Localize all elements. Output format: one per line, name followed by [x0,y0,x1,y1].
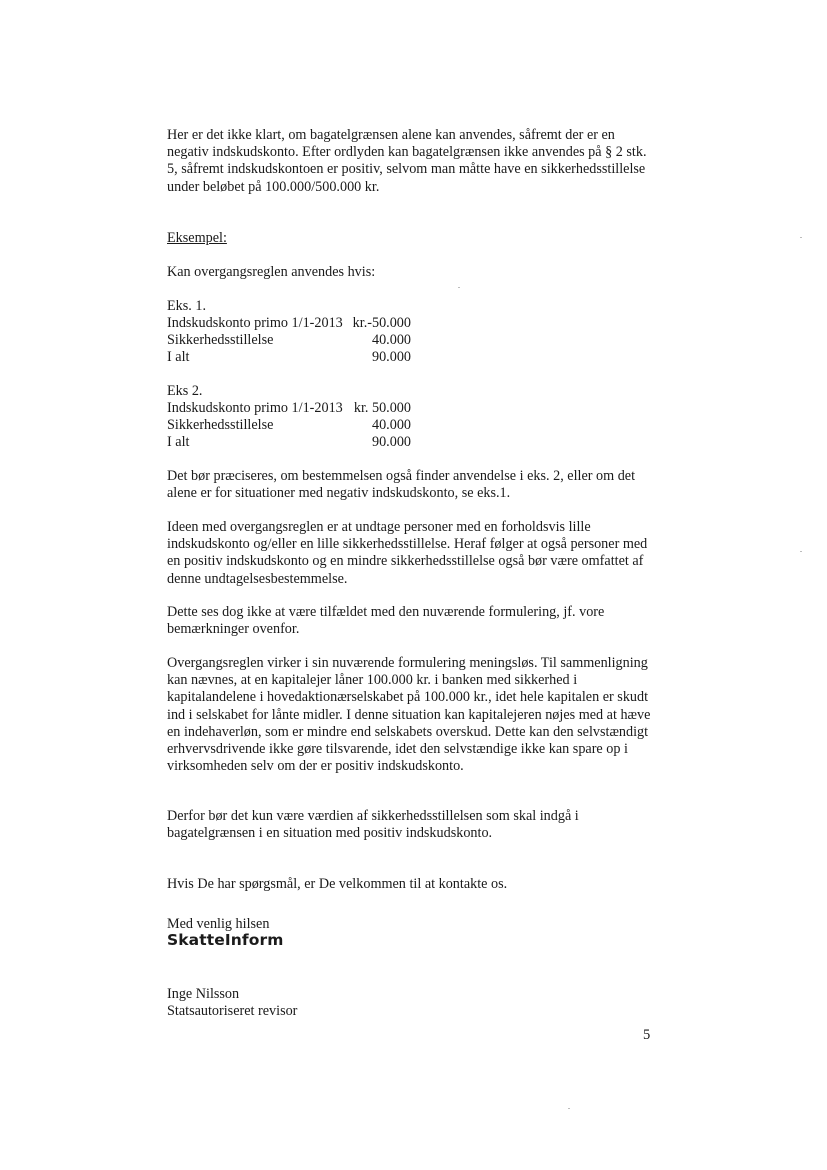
row-label: I alt [167,434,190,450]
example-1-title: Eks. 1. [167,298,207,314]
scan-speck [568,1108,570,1109]
example-1-row-indskud [167,315,427,332]
row-value: 90.000 [371,434,411,450]
example-2-row-total [167,434,427,451]
example-heading: Eksempel: [167,230,227,246]
row-value: kr.-50.000 [352,315,411,331]
example-2-title: Eks 2. [167,383,203,399]
paragraph-question: Kan overgangsreglen anvendes hvis: [167,264,376,280]
row-label: I alt [167,349,190,365]
company-name: SkatteInform [167,931,284,949]
paragraph-not-case: Dette ses dog ikke at være tilfældet med den nuværende formulering, jf. vore bemærkninger ovenfor. [167,604,605,638]
scan-speck [458,287,460,288]
scan-speck [800,551,802,552]
paragraph-therefore: Derfor bør det kun være værdien af sikkerhedsstillelsen som skal indgå i bagatelgrænsen i en situation med positiv indskudskonto. [167,808,579,842]
paragraph-meaningless: Overgangsreglen virker i sin nuværende formulering meningsløs. Til sammenligning kan nævnes, at en kapitalejer låner 100.000 kr. i banken med sikkerhed i kapitalandelene i hovedaktionærselskabet på 100.000 kr., idet hele kapitalen er skudt ind i selskabet for lånte midler. I denne situation kan kapitalejeren nøjes med at hæve en indehaverløn, som er mindre end selskabets overskud. Dette kan den selvstændigt erhvervsdrivende ikke gøre tilsvarende, idet den selvstændige ikke kan spare op i virksomheden selv om der er positiv indskudskonto. [167,655,651,775]
row-value: 90.000 [371,349,411,365]
row-label: Indskudskonto primo 1/1-2013 [167,315,343,331]
row-value: 40.000 [371,332,411,348]
paragraph-clarify: Det bør præciseres, om bestemmelsen også finder anvendelse i eks. 2, eller om det alene er for situationer med negativ indskudskonto, se eks.1. [167,468,636,502]
closing-greeting: Med venlig hilsen [167,916,270,932]
example-1-row-total [167,349,427,366]
scan-speck [800,237,802,238]
example-2-row-sikkerhed [167,417,427,434]
example-2-row-indskud [167,400,427,417]
paragraph-idea: Ideen med overgangsreglen er at undtage personer med en forholdsvis lille indskudskonto og/eller en lille sikkerhedsstillelse. Heraf følger at også personer med en positiv indskudskonto og en mindre sikkerhedsstillelse også bør være omfattet af denne undtagelsesbestemmelse. [167,519,648,587]
paragraph-questions: Hvis De har spørgsmål, er De velkommen til at kontakte os. [167,876,508,892]
row-value: 40.000 [371,417,411,433]
signatory-title: Statsautoriseret revisor [167,1003,298,1019]
paragraph-bagatel-intro: Her er det ikke klart, om bagatelgrænsen alene kan anvendes, såfremt der er en negativ indskudskonto. Efter ordlyden kan bagatelgrænsen ikke anvendes på § 2 stk. 5, såfremt indskudskontoen er positiv, selvom man måtte have en sikkerhedsstillelse under beløbet på 100.000/500.000 kr. [167,127,647,195]
signatory-name: Inge Nilsson [167,986,240,1002]
row-value: kr. 50.000 [353,400,411,416]
row-label: Indskudskonto primo 1/1-2013 [167,400,343,416]
example-1-row-sikkerhed [167,332,427,349]
row-label: Sikkerhedsstillelse [167,417,274,433]
row-label: Sikkerhedsstillelse [167,332,274,348]
page-number: 5 [643,1027,651,1043]
